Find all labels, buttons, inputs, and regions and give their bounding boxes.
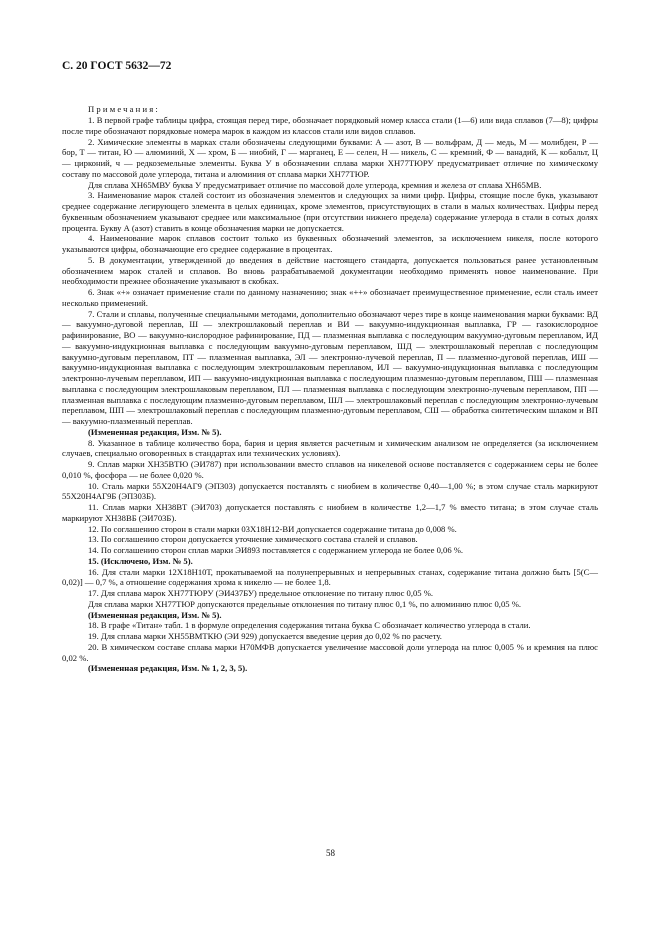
note-paragraph: 7. Стали и сплавы, полученные специальными методами, дополнительно обозначают через тире в конце наименования марки буквами: ВД — вакуумно-дуговой переплав, Ш — электрошлаковый переплав и ВИ — вакуумно-индукционная выплавка, ГР — газокислородное рафинирование, ВО — вакуумно-кислородное рафинирование, ПД — плазменная выплавка с последующим вакуумно-дуговым переплавом, ИД — вакуумно-индукционная выплавка с последующим вакуумно-дуговым переплавом, ШД — электрошлаковый переплав с последующим вакуумно-дуговым переплавом, ПТ — плазменная выплавка, ЭЛ — электронно-лучевой переплав, П — плазменно-дуговой переплав, ИШ — вакуумно-индукционная выплавка с последующим электрошлаковым переплавом, ИЛ — вакуумно-индукционная выплавка с последующим электронно-лучевым переплавом, ИП — вакуумно-индукционная выплавка с последующим плазменно-дуговым переплавом, ПШ — плазменная выплавка с последующим электрошлаковым переплавом, ПЛ — плазменная выплавка с последующим электронно-лучевым переплавом, ПП — плазменная выплавка с последующим плазменно-дуговым переплавом, ШЛ — электрошлаковый переплав с последующим электронно-лучевым переплавом, ШП — электрошлаковый переплав с последующим плазменно-дуговым переплавом, СШ — обработка синтетическим шлаком и ВП — вакуумно-плазменный переплав. (62, 308, 598, 426)
note-paragraph: 11. Сплав марки ХН38ВТ (ЭИ703) допускается поставлять с ниобием в количестве 1,2—1,7 % вместо титана; в этом случае сталь маркируют ХН38ВБ (ЭИ703Б). (62, 502, 598, 523)
note-paragraph: 2. Химические элементы в марках стали обозначены следующими буквами: А — азот, В — вольфрам, Д — медь, М — молибден, Р — бор, Т — титан, Ю — алюминий, Х — хром, Б — ниобий, Г — марганец, Е — селен, Н — никель, С — кремний, Ф — ванадий, К — кобальт, Ц — цирконий, ч — редкоземельные элементы. Буква У в обозначении сплава марки ХН77ТЮРУ предусматривает отличие по химическому составу по массовой доле углерода, титана и алюминия от сплава марки ХН77ТЮР. (62, 136, 598, 179)
notes-title: Примечания: (88, 104, 161, 114)
note-paragraph: 9. Сплав марки ХН35ВТЮ (ЭИ787) при использовании вместо сплавов на никелевой основе поставляется с содержанием серы не более 0,010 %, фосфора — не более 0,020 %. (62, 459, 598, 480)
page-header: С. 20 ГОСТ 5632—72 (62, 60, 172, 72)
page-number: 58 (326, 848, 335, 858)
note-paragraph: Для сплава марки ХН77ТЮР допускаются предельные отклонения по титану плюс 0,1 %, по алюминию плюс 0,05 %. (88, 598, 521, 609)
note-paragraph: 1. В первой графе таблицы цифра, стоящая перед тире, обозначает порядковый номер класса стали (1—6) или вида сплавов (7—8); цифры после тире обозначают порядковые номера марок в каждом из классов стали или видов сплавов. (62, 115, 598, 136)
note-paragraph: 20. В химическом составе сплава марки Н70МФВ допускается увеличение массовой доли углерода на плюс 0,005 % и кремния на плюс 0,02 %. (62, 641, 598, 663)
note-paragraph: 10. Сталь марки 55Х20Н4АГ9 (ЭП303) допускается поставлять с ниобием в количестве 0,40—1,00 %; в этом случае сталь маркируют 55Х20Н4АГ9Б (ЭП303Б). (62, 480, 598, 502)
revision-note: (Измененная редакция, Изм. № 5). (88, 609, 222, 620)
note-paragraph: 19. Для сплава марки ХН55ВМТКЮ (ЭИ 929) допускается введение церия до 0,02 % по расчету. (88, 631, 442, 641)
note-paragraph: 13. По соглашению сторон допускается уточнение химического состава сталей и сплавов. (88, 534, 418, 545)
revision-note: (Измененная редакция, Изм. № 1, 2, 3, 5). (88, 663, 248, 674)
notes-body (62, 115, 598, 674)
note-paragraph: 14. По соглашению сторон сплав марки ЭИ893 поставляется с содержанием углерода не более 0,06 %. (88, 545, 464, 555)
note-paragraph: 3. Наименование марок сталей состоит из обозначения элементов и следующих за ними цифр. Цифры, стоящие после букв, указывают среднее содержание легирующего элемента в целых единицах, кроме элементов, присутствующих в стали в малых количествах. Цифры перед буквенным обозначением указывают среднее или максимальное (при отсутствии нижнего предела) содержание углерода в стали в сотых долях процента. Букву А (азот) ставить в конце обозначения марки не допускается. (62, 190, 598, 233)
note-paragraph: 5. В документации, утвержденной до введения в действие настоящего стандарта, допускается пользоваться ранее установленным обозначением марок сталей и сплавов. Во вновь разрабатываемой документации необходимо применять новое наименование. При необходимости прежнее обозначение указывают в скобках. (62, 254, 598, 287)
revision-note: 15. (Исключено, Изм. № 5). (88, 555, 193, 566)
note-paragraph: 8. Указанное в таблице количество бора, бария и церия является расчетным и химическим анализом не определяется (за исключением случаев, специально оговоренных в стандартах или технических условиях). (62, 437, 598, 459)
note-paragraph: Для сплава ХН65МВУ буква У предусматривает отличие по массовой доле углерода, кремния и железа от сплава ХН65МВ. (88, 179, 542, 190)
document-page (62, 60, 598, 674)
note-paragraph: 17. Для сплава марок ХН77ТЮРУ (ЭИ437БУ) предельное отклонение по титану плюс 0,05 %. (88, 588, 434, 598)
note-paragraph: 18. В графе «Титан» табл. 1 в формуле определения содержания титана буква С обозначает количество углерода в стали. (88, 620, 531, 631)
note-paragraph: 4. Наименование марок сплавов состоит только из буквенных обозначений элементов, за исключением никеля, после которого указываются цифры, обозначающие его среднее содержание в процентах. (62, 233, 598, 254)
note-paragraph: 16. Для стали марки 12Х18Н10Т, прокатываемой на полунепрерывных и непрерывных станах, содержание титана должно быть [5(С—0,02)] — 0,7 %, а отношение содержания хрома к никелю — не более 1,8. (62, 566, 598, 588)
revision-note: (Измененная редакция, Изм. № 5). (88, 426, 222, 437)
note-paragraph: 6. Знак «+» означает применение стали по данному назначению; знак «++» обозначает преимущественное применение, если сталь имеет несколько применений. (62, 287, 598, 308)
note-paragraph: 12. По соглашению сторон в стали марки 03Х18Н12-ВИ допускается содержание титана до 0,008 %. (88, 523, 457, 534)
